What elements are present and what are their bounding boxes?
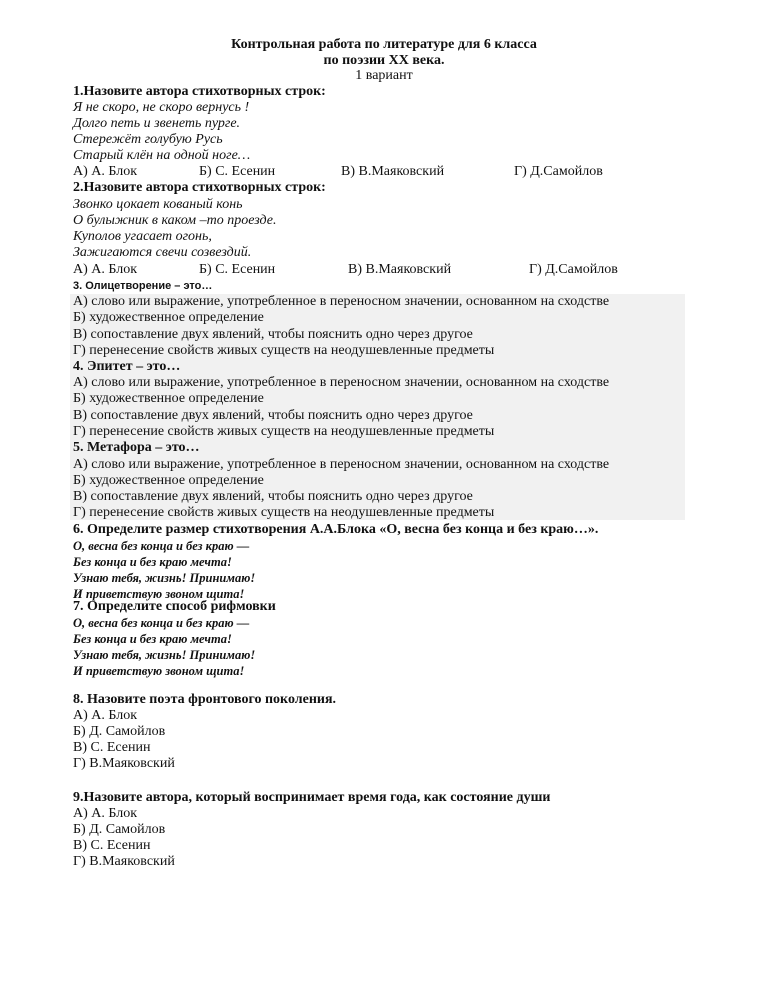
variant-label: 1 вариант <box>355 68 413 83</box>
question-3: 3. Олицетворение – это… <box>73 280 213 292</box>
poem-line: Узнаю тебя, жизнь! Принимаю! <box>73 648 256 662</box>
title-line-1: Контрольная работа по литературе для 6 класса <box>231 37 537 52</box>
poem-line: Старый клён на одной ноге… <box>73 148 251 163</box>
option-c: В) С. Есенин <box>73 740 151 755</box>
poem-line: О, весна без конца и без краю — <box>73 539 250 553</box>
question-9: 9.Назовите автора, который воспринимает время года, как состояние души <box>73 790 551 805</box>
option-a: А) А. Блок <box>73 708 138 723</box>
option-a: А) А. Блок <box>73 164 138 179</box>
option-b: Б) Д. Самойлов <box>73 724 166 739</box>
option-d: Г) перенесение свойств живых существ на неодушевленные предметы <box>73 505 495 520</box>
option-c: В) сопоставление двух явлений, чтобы пояснить одно через другое <box>73 489 473 504</box>
option-a: А) А. Блок <box>73 806 138 821</box>
option-d: Г) В.Маяковский <box>73 756 175 771</box>
option-b: Б) художественное определение <box>73 391 264 406</box>
question-7: 7. Определите способ рифмовки <box>73 599 276 614</box>
option-b: Б) Д. Самойлов <box>73 822 166 837</box>
poem-line: И приветствую звоном щита! <box>73 664 245 678</box>
question-8: 8. Назовите поэта фронтового поколения. <box>73 692 337 707</box>
poem-line: Узнаю тебя, жизнь! Принимаю! <box>73 571 256 585</box>
poem-line: Зажигаются свечи созвездий. <box>73 245 252 260</box>
option-c: В) С. Есенин <box>73 838 151 853</box>
option-d: Г) перенесение свойств живых существ на неодушевленные предметы <box>73 343 495 358</box>
option-c: В) сопоставление двух явлений, чтобы пояснить одно через другое <box>73 327 473 342</box>
poem-line: О, весна без конца и без краю — <box>73 616 250 630</box>
title-line-2: по поэзии XX века. <box>323 53 445 68</box>
option-d: Г) В.Маяковский <box>73 854 175 869</box>
poem-line: Без конца и без краю мечта! <box>73 555 232 569</box>
option-d: Г) Д.Самойлов <box>514 164 603 179</box>
option-c: В) В.Маяковский <box>341 164 445 179</box>
option-b: Б) С. Есенин <box>199 262 276 277</box>
question-4: 4. Эпитет – это… <box>73 359 181 374</box>
question-2: 2.Назовите автора стихотворных строк: <box>73 180 326 195</box>
option-a: А) А. Блок <box>73 262 138 277</box>
option-c: В) сопоставление двух явлений, чтобы пояснить одно через другое <box>73 408 473 423</box>
poem-line: Я не скоро, не скоро вернусь ! <box>73 100 250 115</box>
option-c: В) В.Маяковский <box>348 262 452 277</box>
option-b: Б) С. Есенин <box>199 164 276 179</box>
option-d: Г) Д.Самойлов <box>529 262 618 277</box>
question-1: 1.Назовите автора стихотворных строк: <box>73 84 326 99</box>
poem-line: Куполов угасает огонь, <box>73 229 212 244</box>
option-a: А) слово или выражение, употребленное в переносном значении, основанном на сходстве <box>73 294 610 309</box>
option-a: А) слово или выражение, употребленное в переносном значении, основанном на сходстве <box>73 457 610 472</box>
poem-line: Звонко цокает кованый конь <box>73 197 243 212</box>
question-6: 6. Определите размер стихотворения А.А.Блока «О, весна без конца и без краю…». <box>73 522 599 537</box>
option-d: Г) перенесение свойств живых существ на неодушевленные предметы <box>73 424 495 439</box>
poem-line: Без конца и без краю мечта! <box>73 632 232 646</box>
poem-line: Стережёт голубую Русь <box>73 132 223 147</box>
option-b: Б) художественное определение <box>73 473 264 488</box>
poem-line: О булыжник в каком –то проезде. <box>73 213 277 228</box>
question-5: 5. Метафора – это… <box>73 440 200 455</box>
poem-line: И приветствую звоном щита! <box>73 587 245 601</box>
q2-options <box>73 262 693 278</box>
option-b: Б) художественное определение <box>73 310 264 325</box>
option-a: А) слово или выражение, употребленное в переносном значении, основанном на сходстве <box>73 375 610 390</box>
poem-line: Долго петь и звенеть пурге. <box>73 116 241 131</box>
q1-options <box>73 164 693 180</box>
